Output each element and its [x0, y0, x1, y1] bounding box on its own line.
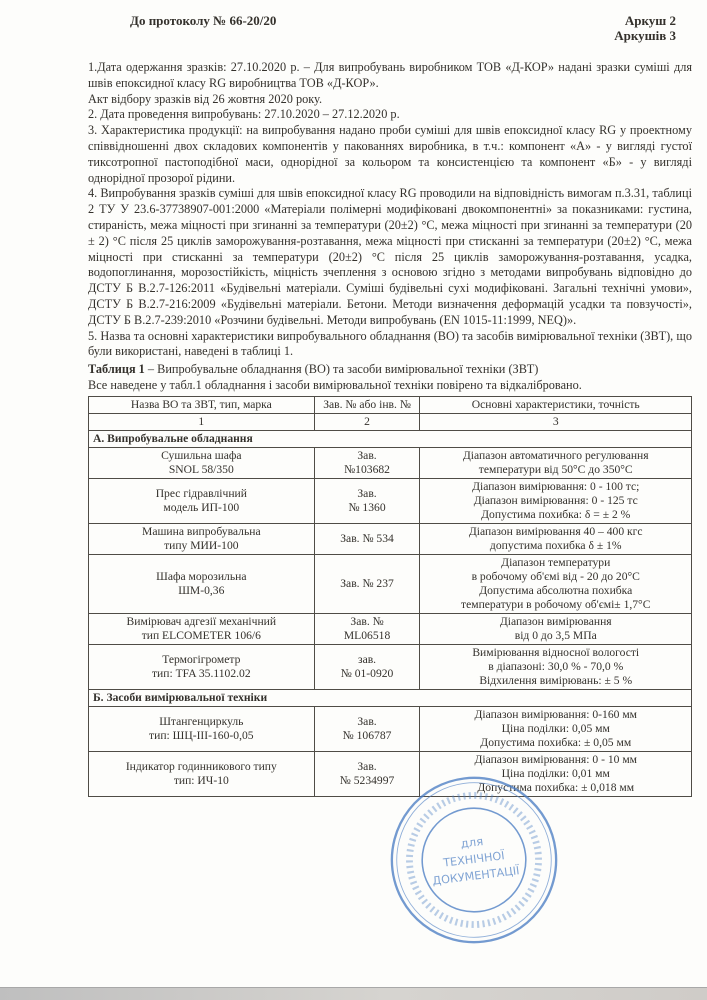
table-caption-number: Таблиця 1: [88, 362, 145, 377]
table-cell-serial: Зав. № 106787: [314, 706, 420, 751]
round-ink-stamp: [376, 762, 572, 958]
table-cell-name: Сушильна шафа SNOL 58/350: [89, 447, 315, 478]
column-header-serial: Зав. № або інв. №: [314, 396, 420, 413]
sheets-total: Аркушів 3: [614, 28, 676, 44]
table-section-row: [89, 689, 692, 706]
sheet-numbering: [614, 13, 676, 44]
document-header: [130, 13, 676, 44]
table-cell-name: Машина випробувальна типу МИИ-100: [89, 523, 315, 554]
table-section-label: А. Випробувальне обладнання: [89, 430, 692, 447]
table-header-row: [89, 396, 692, 413]
table-row: [89, 478, 692, 523]
table-column-numbers-row: [89, 413, 692, 430]
table-cell-name: Вимірювач адгезії механічний тип ELCOMETER 106/6: [89, 613, 315, 644]
protocol-reference: До протоколу № 66-20/20: [130, 13, 277, 28]
column-number-1: 1: [89, 413, 315, 430]
stamp-text-line2: ТЕХНІЧНОЇ: [442, 849, 506, 870]
table-cell-serial: Зав. № 237: [314, 554, 420, 613]
table-cell-characteristics: Діапазон вимірювання: 0 - 100 тс; Діапазон вимірювання: 0 - 125 тс Допустима похибка: δ = ± 2 %: [420, 478, 692, 523]
table-section-row: [89, 430, 692, 447]
table-section-label: Б. Засоби вимірювальної техніки: [89, 689, 692, 706]
table-cell-serial: зав. № 01-0920: [314, 644, 420, 689]
table-row: [89, 644, 692, 689]
table-cell-serial: Зав. № 534: [314, 523, 420, 554]
table-cell-name: Шафа морозильна ШМ-0,36: [89, 554, 315, 613]
equipment-table-body: [89, 430, 692, 796]
table-cell-characteristics: Діапазон автоматичного регулювання температури від 50°С до 350°С: [420, 447, 692, 478]
table-cell-name: Штангенциркуль тип: ШЦ-ІІІ-160-0,05: [89, 706, 315, 751]
sheet-number: Аркуш 2: [624, 13, 676, 28]
table-cell-serial: Зав. № 1360: [314, 478, 420, 523]
table-row: [89, 613, 692, 644]
paragraph-product-description: 3. Характеристика продукції: на випробування надано проби суміші для швів епоксидної класу RG у проектному співвідношенні двох складових компонентів у пакованнях виробника, в т.ч.: компонент «А» - у вигляді густої тиксотропної пастоподібної маси, однорідної за кольором та консистенцією та компонент «Б» - у вигляді однорідної прозорої рідини.: [88, 123, 692, 185]
scan-bottom-edge: [0, 987, 707, 1000]
stamp-text-line3: ДОКУМЕНТАЦІЇ: [431, 864, 521, 888]
table-cell-name: Прес гідравлічний модель ИП-100: [89, 478, 315, 523]
column-header-name: Назва ВО та ЗВТ, тип, марка: [89, 396, 315, 413]
table-cell-characteristics: Діапазон вимірювання: 0 - 10 мм Ціна поділки: 0,01 мм Допустима похибка: ± 0,018 мм: [420, 751, 692, 796]
equipment-table: [88, 396, 692, 797]
table-row: [89, 554, 692, 613]
table-cell-characteristics: Діапазон вимірювання 40 – 400 кгс допустима похибка δ ± 1%: [420, 523, 692, 554]
paragraph-test-methods: 4. Випробування зразків суміші для швів епоксидної класу RG проводили на відповідність вимогам п.3.31, таблиці 2 ТУ У 23.6-37738907-001:2000 «Матеріали полімерні модифіковані двокомпонентні» за показниками: густина, стираність, межа міцності при згинанні за температури (20±2) °С, межа міцності при згинанні за температури (20 ± 2) °С після 25 циклів заморожування-розтавання, межа міцності при стисканні за температури (20±2) °С, межа міцності при стисканні за температури (20±2) °С після 25 циклів заморожування-розтавання, усадка, водопоглинання, морозостійкість, міцність зчеплення з основою згідно з методами випробувань відповідно до ДСТУ Б В.2.7-126:2011 «Будівельні матеріали. Суміші будівельні сухі модифіковані. Загальні технічні умови», ДСТУ Б В.2.7-216:2009 «Будівельні матеріали. Бетони. Методи визначення деформацій усадки та повзучості», ДСТУ Б В.2.7-239:2010 «Розчини будівельні. Методи випробувань (EN 1015-11:1999, NEQ)».: [88, 186, 692, 327]
column-number-3: 3: [420, 413, 692, 430]
table-row: [89, 523, 692, 554]
paragraph-sampling-act: Акт відбору зразків від 26 жовтня 2020 року.: [88, 91, 323, 106]
paragraph-samples-received: 1.Дата одержання зразків: 27.10.2020 р. – Для випробувань виробником ТОВ «Д-КОР» надані зразки суміші для швів епоксидної класу RG виробництва ТОВ «Д-КОР».: [88, 60, 692, 90]
column-header-characteristics: Основні характеристики, точність: [420, 396, 692, 413]
table-cell-characteristics: Діапазон вимірювання: 0-160 мм Ціна поділки: 0,05 мм Допустима похибка: ± 0,05 мм: [420, 706, 692, 751]
table-cell-characteristics: Діапазон температури в робочому об'ємі від - 20 до 20°С Допустима абсолютна похибка температури в робочому об'ємі± 1,7°С: [420, 554, 692, 613]
paragraph-equipment-intro: 5. Назва та основні характеристики випробувального обладнання (ВО) та засобів вимірювальної техніки (ЗВТ), що були використані, наведені в таблиці 1.: [88, 328, 692, 359]
table-cell-characteristics: Діапазон вимірювання від 0 до 3,5 МПа: [420, 613, 692, 644]
table-cell-name: Індикатор годинникового типу тип: ИЧ-10: [89, 751, 315, 796]
table-cell-name: Термогігрометр тип: TFA 35.1102.02: [89, 644, 315, 689]
table-cell-serial: Зав. №103682: [314, 447, 420, 478]
document-body: [88, 60, 692, 797]
table-caption-text: – Випробувальне обладнання (ВО) та засоби вимірювальної техніки (ЗВТ): [144, 362, 539, 377]
table-cell-serial: Зав. № 5234997: [314, 751, 420, 796]
table-cell-characteristics: Вимірювання відносної вологості в діапазоні: 30,0 % - 70,0 % Відхилення вимірювань: ± 5 %: [420, 644, 692, 689]
paragraph-test-dates: 2. Дата проведення випробувань: 27.10.2020 – 27.12.2020 р.: [88, 107, 400, 122]
table-caption: [88, 362, 692, 378]
table-cell-serial: Зав. № ML06518: [314, 613, 420, 644]
column-number-2: 2: [314, 413, 420, 430]
table-row: [89, 447, 692, 478]
table-row: [89, 706, 692, 751]
table-note: Все наведене у табл.1 обладнання і засоби вимірювальної техніки повірено та відкалібровано.: [88, 377, 582, 392]
stamp-text-line1: для: [459, 834, 484, 851]
